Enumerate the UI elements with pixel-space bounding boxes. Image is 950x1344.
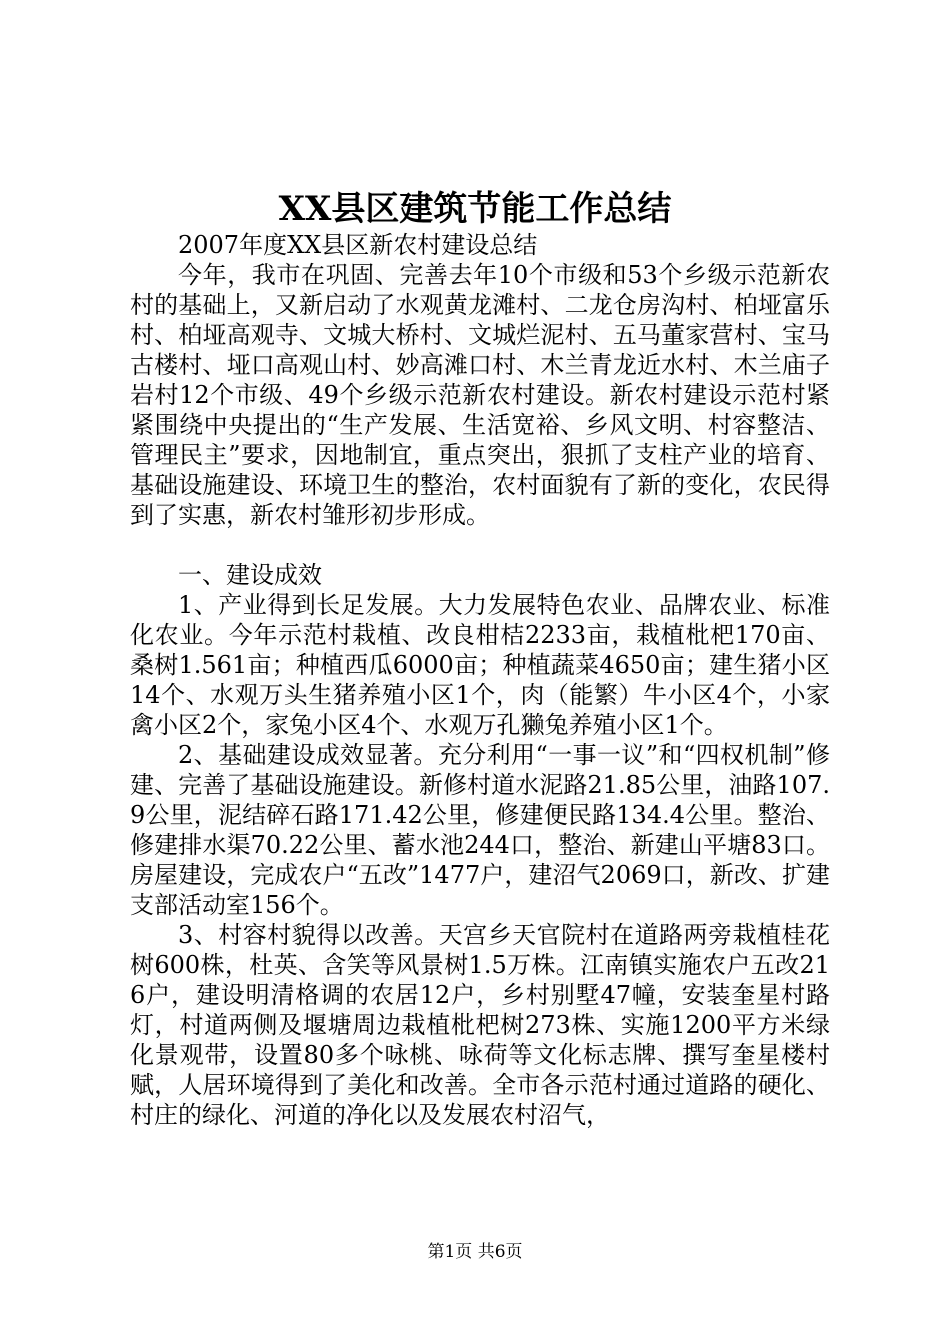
infrastructure-paragraph: 2、基础建设成效显著。充分利用“一事一议”和“四权机制”修建、完善了基础设施建设。新修村道水泥路21.85公里，油路107.9公里，泥结碎石路171.42公里，修建便民路134.4公里。整治、修建排水渠70.22公里、蓄水池244口，整治、新建山平塘83口。房屋建设，完成农户“五改”1477户，建沼气2069口，新改、扩建支部活动室156个。 [130, 741, 830, 919]
intro-paragraph: 今年，我市在巩固、完善去年10个市级和53个乡级示范新农村的基础上，又新启动了水观黄龙滩村、二龙仓房沟村、柏垭富乐村、柏垭高观寺、文城大桥村、文城烂泥村、五马董家营村、宝马古楼村、垭口高观山村、妙高滩口村、木兰青龙近水村、木兰庙子岩村12个市级、49个乡级示范新农村建设。新农村建设示范村紧紧围绕中央提出的“生产发展、生活宽裕、乡风文明、村容整洁、管理民主”要求，因地制宜，重点突出，狠抓了支柱产业的培育、基础设施建设、环境卫生的整治，农村面貌有了新的变化，农民得到了实惠，新农村雏形初步形成。 [130, 261, 830, 529]
page-footer: 第1页 共6页 [427, 1242, 523, 1262]
industry-paragraph: 1、产业得到长足发展。大力发展特色农业、品牌农业、标准化农业。今年示范村栽植、改良柑桔2233亩，栽植枇杷170亩、桑树1.561亩；种植西瓜6000亩；种植蔬菜4650亩；建生猪小区14个、水观万头生猪养殖小区1个，肉（能繁）牛小区4个，小家禽小区2个，家兔小区4个、水观万孔獭兔养殖小区1个。 [130, 591, 830, 739]
subtitle-paragraph: 2007年度XX县区新农村建设总结 [178, 231, 538, 259]
document-body [130, 230, 830, 1130]
document-title: XX县区建筑节能工作总结 [278, 189, 672, 229]
section-heading: 一、建设成效 [178, 561, 322, 589]
village-appearance-paragraph: 3、村容村貌得以改善。天宫乡天官院村在道路两旁栽植桂花树600株，杜英、含笑等风景树1.5万株。江南镇实施农户五改216户，建设明清格调的农居12户，乡村别墅47幢，安装奎星村路灯，村道两侧及堰塘周边栽植枇杷树273株、实施1200平方米绿化景观带，设置80多个咏桃、咏荷等文化标志牌、撰写奎星楼村赋，人居环境得到了美化和改善。全市各示范村通过道路的硬化、村庄的绿化、河道的净化以及发展农村沼气， [130, 921, 830, 1129]
